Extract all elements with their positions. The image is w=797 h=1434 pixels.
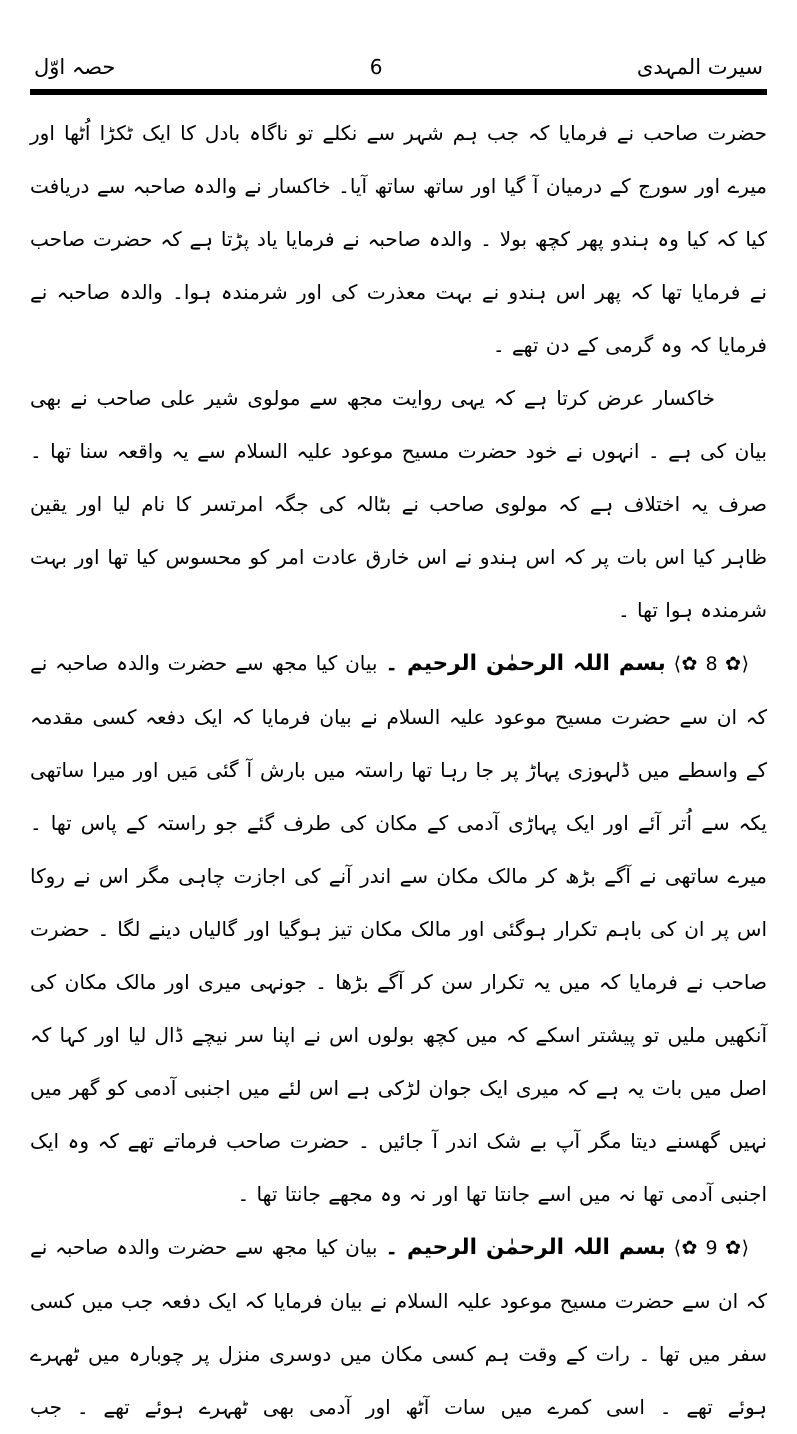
page-header [30, 54, 767, 80]
narration-8-number-ornament: ⟨✿ 8 ✿⟩ [673, 653, 749, 675]
paragraph-continuation [30, 107, 767, 372]
part-title: حصہ اوّل [34, 55, 116, 79]
book-title: سیرت المہدی [636, 55, 763, 79]
narration-8-bismillah: بسم اللہ الرحمٰن الرحیم ۔ [385, 651, 666, 676]
narration-9-number-ornament: ⟨✿ 9 ✿⟩ [673, 1237, 749, 1259]
narration-9 [30, 1221, 767, 1434]
page-number: 6 [369, 55, 383, 79]
page-body [30, 95, 767, 1434]
narration-9-bismillah: بسم اللہ الرحمٰن الرحیم ۔ [385, 1235, 666, 1260]
narration-9-text: بیان کیا مجھ سے حضرت والدہ صاحبہ نے کہ ان سے حضرت مسیح موعود علیہ السلام نے بیان فرمایا کہ ایک دفعہ جب میں کسی سفر میں تھا ۔ رات کے وقت ہم کسی مکان میں دوسری منزل پر چوبارہ میں ٹھہرے ہوئے تھے ۔ اسی کمرے میں سات آٹھ اور آدمی بھی ٹھہرے ہوئے تھے ۔ جب [30, 1235, 767, 1419]
narration-8-text: بیان کیا مجھ سے حضرت والدہ صاحبہ نے کہ ان سے حضرت مسیح موعود علیہ السلام نے بیان فرمایا کہ ایک دفعہ کسی مقدمہ کے واسطے میں ڈلہوزی پہاڑ پر جا رہا تھا راستہ میں بارش آ گئی مَیں اور میرا ساتھی یکہ سے اُتر آئے اور ایک پہاڑی آدمی کے مکان کی طرف گئے جو راستہ کے پاس تھا ۔ میرے ساتھی نے آگے بڑھ کر مالک مکان سے اندر آنے کی اجازت چاہی مگر اس نے روکا اس پر ان کی باہم تکرار ہوگئی اور مالک مکان تیز ہوگیا اور گالیاں دینے لگا ۔ حضرت صاحب نے فرمایا کہ میں یہ تکرار سن کر آگے بڑھا ۔ جونہی میری اور مالک مکان کی آنکھیں ملیں تو پیشتر اسکے کہ میں کچھ بولوں اس نے اپنا سر نیچے ڈال لیا اور کہا کہ اصل میں بات یہ ہے کہ میری ایک جوان لڑکی ہے اس لئے میں اجنبی آدمی کو گھر میں نہیں گھسنے دیتا مگر آپ بے شک اندر آ جائیں ۔ حضرت صاحب فرماتے تھے کہ وہ ایک اجنبی آدمی تھا نہ میں اسے جانتا تھا اور نہ وہ مجھے جانتا تھا ۔ [30, 651, 767, 1206]
narration-8 [30, 637, 767, 1221]
paragraph-narrator-note-text: خاکسار عرض کرتا ہے کہ یہی روایت مجھ سے مولوی شیر علی صاحب نے بھی بیان کی ہے ۔ انہوں نے خود حضرت مسیح موعود علیہ السلام سے یہ واقعہ سنا تھا ۔ صرف یہ اختلاف ہے کہ مولوی صاحب نے بٹالہ کی جگہ امرتسر کا نام لیا اور یقین ظاہر کیا اس بات پر کہ اس ہندو نے اس خارق عادت امر کو محسوس کیا تھا اور بہت شرمندہ ہوا تھا ۔ [30, 386, 767, 622]
paragraph-narrator-note [30, 372, 767, 637]
paragraph-continuation-text: حضرت صاحب نے فرمایا کہ جب ہم شہر سے نکلے تو ناگاہ بادل کا ایک ٹکڑا اُٹھا اور میرے اور سورج کے درمیان آ گیا اور ساتھ ساتھ آیا۔ خاکسار نے والدہ صاحبہ سے دریافت کیا کہ کیا وہ ہندو پھر کچھ بولا ۔ والدہ صاحبہ نے فرمایا یاد پڑتا ہے کہ حضرت صاحب نے فرمایا تھا کہ پھر اس ہندو نے بہت معذرت کی اور شرمندہ ہوا۔ والدہ صاحبہ نے فرمایا کہ وہ گرمی کے دن تھے ۔ [30, 121, 767, 357]
